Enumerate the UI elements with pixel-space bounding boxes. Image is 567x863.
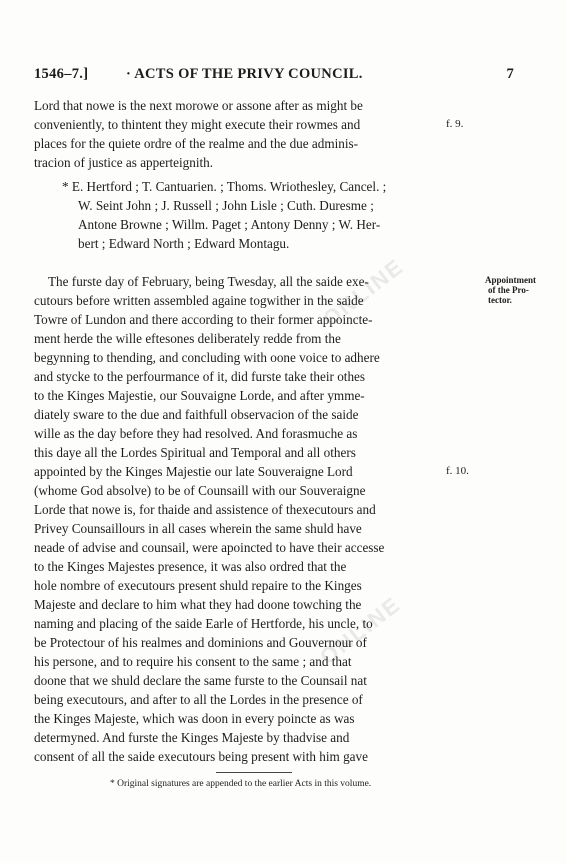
text-line: be Protectour of his realmes and dominions and Gouvernour of — [34, 635, 367, 650]
text-line: appointed by the Kinges Majestie our late Souveraigne Lord — [34, 464, 353, 479]
text-line: conveniently, to thintent they might execute their rowmes and — [34, 117, 361, 132]
text-line: neade of advise and counsail, were apoincted to have their accesse — [34, 540, 385, 555]
footnote: * Original signatures are appended to the earlier Acts in this volume. — [110, 779, 372, 789]
text-line: cutours before written assembled againe togwither in the saide — [34, 293, 364, 308]
text-line: Majeste and declare to him what they had doone towching the — [34, 597, 362, 612]
text-line: consent of all the saide executours being present with him gave — [34, 749, 368, 764]
text-line: Privey Counsaillours in all cases wherein the same shuld have — [34, 521, 362, 536]
text-line: this daye all the Lordes Spiritual and Temporal and all others — [34, 445, 356, 460]
text-line: ment herde the wille eftesones deliberately redde from the — [34, 331, 341, 346]
text-line: being executours, and after to all the Lordes in the presence of — [34, 692, 363, 707]
header-title: · ACTS OF THE PRIVY COUNCIL. — [126, 66, 363, 82]
text-line: The furste day of February, being Twesday, all the saide exe- — [48, 274, 369, 289]
signature-line: * E. Hertford ; T. Cantuarien. ; Thoms. Wriothesley, Cancel. ; — [62, 179, 387, 194]
text-line: Lorde that nowe is, for thaide and assistence of thexecutours and — [34, 502, 376, 517]
margin-note: Appointment — [485, 275, 537, 285]
folio-reference: f. 10. — [446, 465, 469, 477]
text-line: tracion of justice as apperteignith. — [34, 155, 214, 170]
header-date-range: 1546–7.] — [34, 66, 89, 82]
text-line: Lord that nowe is the next morowe or assone after as might be — [34, 98, 363, 113]
watermark: ONLINE — [318, 253, 409, 332]
running-header — [34, 66, 514, 86]
text-line: to the Kinges Majestie, our Souvaigne Lorde, and after ymme- — [34, 388, 365, 403]
signature-line: W. Seint John ; J. Russell ; John Lisle ; Cuth. Duresme ; — [78, 198, 374, 213]
text-line: and stycke to the perfourmance of it, did furste take their othes — [34, 369, 366, 384]
text-line: determyned. And furste the Kinges Majeste by thadvise and — [34, 730, 350, 745]
margin-note: tector. — [488, 295, 512, 305]
text-line: the Kinges Majeste, which was doon in every poincte as was — [34, 711, 355, 726]
text-line: (whome God absolve) to be of Counsaill with our Souveraigne — [34, 483, 366, 498]
footnote-divider — [216, 772, 292, 773]
text-line: places for the quiete ordre of the realme and the due adminis- — [34, 136, 359, 151]
page-number: 7 — [506, 66, 514, 82]
text-line: naming and placing of the saide Earle of Hertforde, his uncle, to — [34, 616, 373, 631]
signature-line: Antone Browne ; Willm. Paget ; Antony Denny ; W. Her- — [78, 217, 381, 232]
watermark: ONLINE — [315, 591, 406, 670]
margin-note: of the Pro- — [488, 285, 529, 295]
signature-line: bert ; Edward North ; Edward Montagu. — [78, 236, 290, 251]
text-line: doone that we shuld declare the same furste to the Counsail nat — [34, 673, 367, 688]
text-line: his persone, and to require his consent to the same ; and that — [34, 654, 352, 669]
text-line: wille as the day before they had resolved. And forasmuche as — [34, 426, 358, 441]
text-line: hole nombre of executours present shuld repaire to the Kinges — [34, 578, 362, 593]
text-line: begynning to thending, and concluding with oone voice to adhere — [34, 350, 380, 365]
folio-reference: f. 9. — [446, 118, 464, 130]
text-line: Towre of Lundon and there according to their former appoincte- — [34, 312, 373, 327]
text-line: to the Kinges Majestes presence, it was also ordred that the — [34, 559, 347, 574]
text-line: diately sware to the due and faithfull observacion of the saide — [34, 407, 359, 422]
